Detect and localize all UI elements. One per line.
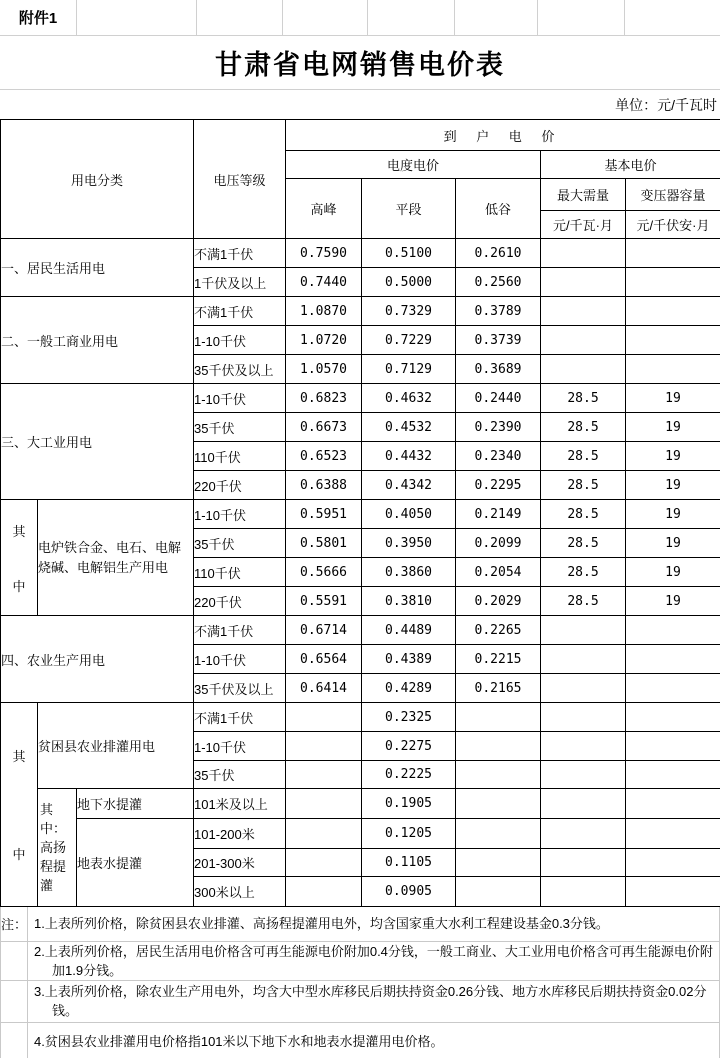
section-poverty: 贫困县农业排灌用电 (38, 703, 194, 789)
flat-cell: 0.1105 (362, 849, 456, 877)
peak-cell (286, 789, 362, 819)
capacity-cell: 19 (626, 384, 720, 413)
demand-cell (541, 326, 626, 355)
demand-cell: 28.5 (541, 384, 626, 413)
valley-cell (456, 789, 541, 819)
demand-cell: 28.5 (541, 500, 626, 529)
peak-cell (286, 761, 362, 789)
flat-cell: 0.0905 (362, 877, 456, 907)
header-max-demand-unit: 元/千瓦·月 (541, 211, 626, 239)
side-char: 其 (12, 523, 26, 539)
valley-cell: 0.2099 (456, 529, 541, 558)
header-peak: 高峰 (286, 179, 362, 239)
notes-label-empty (1, 1022, 28, 1058)
header-to-user-price: 到 户 电 价 (286, 120, 720, 151)
peak-cell: 1.0720 (286, 326, 362, 355)
flat-cell: 0.4532 (362, 413, 456, 442)
valley-cell: 0.2340 (456, 442, 541, 471)
flat-cell: 0.7129 (362, 355, 456, 384)
valley-cell: 0.2265 (456, 616, 541, 645)
capacity-cell (626, 616, 720, 645)
valley-cell: 0.2560 (456, 268, 541, 297)
flat-cell: 0.4289 (362, 674, 456, 703)
peak-cell: 1.0570 (286, 355, 362, 384)
empty-grid-cell (538, 0, 625, 35)
flat-cell: 0.4050 (362, 500, 456, 529)
note-text: 3.上表所列价格，除农业生产用电外，均含大中型水库移民后期扶持资金0.26分钱、地方水库移民后期扶持资金0.02分钱。 (34, 984, 707, 1018)
peak-cell (286, 703, 362, 732)
flat-cell: 0.4389 (362, 645, 456, 674)
voltage-cell: 35千伏 (194, 529, 286, 558)
header-flat: 平段 (362, 179, 456, 239)
demand-cell (541, 297, 626, 326)
section-residential: 一、居民生活用电 (1, 239, 194, 297)
capacity-cell: 19 (626, 413, 720, 442)
demand-cell (541, 877, 626, 907)
valley-cell (456, 732, 541, 761)
valley-cell: 0.2610 (456, 239, 541, 268)
demand-cell (541, 268, 626, 297)
peak-cell: 0.5951 (286, 500, 362, 529)
note-text: 4.贫困县农业排灌用电价格指101米以下地下水和地表水提灌用电价格。 (34, 1033, 444, 1049)
capacity-cell (626, 849, 720, 877)
flat-cell: 0.5000 (362, 268, 456, 297)
voltage-cell: 110千伏 (194, 442, 286, 471)
capacity-cell (626, 268, 720, 297)
voltage-cell: 201-300米 (194, 849, 286, 877)
peak-cell (286, 732, 362, 761)
voltage-cell: 1千伏及以上 (194, 268, 286, 297)
label-surface-water: 地表水提灌 (77, 819, 194, 907)
voltage-cell: 110千伏 (194, 558, 286, 587)
attachment-label: 附件1 (0, 0, 77, 35)
empty-grid-cell (197, 0, 283, 35)
demand-cell (541, 674, 626, 703)
demand-cell (541, 355, 626, 384)
valley-cell: 0.2440 (456, 384, 541, 413)
notes-label-empty (1, 941, 28, 980)
demand-cell: 28.5 (541, 529, 626, 558)
header-basic-price: 基本电价 (541, 151, 720, 179)
peak-cell: 0.6823 (286, 384, 362, 413)
flat-cell: 0.3810 (362, 587, 456, 616)
header-usage-class: 用电分类 (1, 120, 194, 239)
capacity-cell (626, 645, 720, 674)
unit-note: 单位：元/千瓦时 (615, 96, 717, 113)
section-commercial: 二、一般工商业用电 (1, 297, 194, 384)
demand-cell (541, 645, 626, 674)
voltage-cell: 220千伏 (194, 471, 286, 500)
header-valley: 低谷 (456, 179, 541, 239)
flat-cell: 0.2225 (362, 761, 456, 789)
flat-cell: 0.2325 (362, 703, 456, 732)
capacity-cell (626, 355, 720, 384)
empty-grid-cell (368, 0, 455, 35)
header-max-demand: 最大需量 (541, 179, 626, 211)
valley-cell: 0.2054 (456, 558, 541, 587)
peak-cell: 0.5591 (286, 587, 362, 616)
capacity-cell: 19 (626, 500, 720, 529)
capacity-cell (626, 789, 720, 819)
flat-cell: 0.1905 (362, 789, 456, 819)
header-voltage-level: 电压等级 (194, 120, 286, 239)
note-text: 2.上表所列价格，居民生活用电价格含可再生能源电价附加0.4分钱，一般工商业、大工业用电价格含可再生能源电价附加1.9分钱。 (34, 943, 713, 978)
demand-cell: 28.5 (541, 558, 626, 587)
capacity-cell: 19 (626, 442, 720, 471)
peak-cell: 0.7440 (286, 268, 362, 297)
header-transformer-capacity: 变压器容量 (626, 179, 720, 211)
flat-cell: 0.4342 (362, 471, 456, 500)
valley-cell (456, 819, 541, 849)
flat-cell: 0.7229 (362, 326, 456, 355)
peak-cell: 0.6673 (286, 413, 362, 442)
demand-cell (541, 789, 626, 819)
valley-cell: 0.2215 (456, 645, 541, 674)
flat-cell: 0.3860 (362, 558, 456, 587)
section-industrial: 三、大工业用电 (1, 384, 194, 500)
label-groundwater: 地下水提灌 (77, 789, 194, 819)
voltage-cell: 101-200米 (194, 819, 286, 849)
flat-cell: 0.2275 (362, 732, 456, 761)
peak-cell (286, 849, 362, 877)
valley-cell: 0.3789 (456, 297, 541, 326)
header-energy-price: 电度电价 (286, 151, 541, 179)
demand-cell (541, 849, 626, 877)
valley-cell (456, 703, 541, 732)
section-agriculture: 四、农业生产用电 (1, 616, 194, 703)
demand-cell: 28.5 (541, 442, 626, 471)
demand-cell: 28.5 (541, 413, 626, 442)
valley-cell (456, 761, 541, 789)
valley-cell: 0.2165 (456, 674, 541, 703)
side-char: 中 (12, 578, 26, 594)
voltage-cell: 不满1千伏 (194, 703, 286, 732)
voltage-cell: 35千伏及以上 (194, 674, 286, 703)
capacity-cell (626, 326, 720, 355)
capacity-cell (626, 239, 720, 268)
peak-cell (286, 877, 362, 907)
page-title: 甘肃省电网销售电价表 (0, 36, 720, 90)
note-row (28, 907, 720, 941)
voltage-cell: 不满1千伏 (194, 616, 286, 645)
voltage-cell: 1-10千伏 (194, 500, 286, 529)
capacity-cell: 19 (626, 558, 720, 587)
note-row (28, 1022, 720, 1058)
flat-cell: 0.4432 (362, 442, 456, 471)
valley-cell: 0.2295 (456, 471, 541, 500)
empty-grid-cell (77, 0, 197, 35)
demand-cell: 28.5 (541, 471, 626, 500)
peak-cell: 0.5801 (286, 529, 362, 558)
side-label-high-lift: 其中：高扬程提灌 (38, 789, 77, 907)
valley-cell (456, 849, 541, 877)
demand-cell (541, 616, 626, 645)
note-text: 1.上表所列价格，除贫困县农业排灌、高扬程提灌用电外，均含国家重大水利工程建设基金0.3分钱。 (34, 916, 609, 932)
side-char: 中 (12, 847, 26, 863)
voltage-cell: 101米及以上 (194, 789, 286, 819)
flat-cell: 0.4632 (362, 384, 456, 413)
voltage-cell: 1-10千伏 (194, 732, 286, 761)
side-label-qizhong (1, 500, 38, 616)
voltage-cell: 不满1千伏 (194, 297, 286, 326)
demand-cell (541, 761, 626, 789)
demand-cell: 28.5 (541, 587, 626, 616)
voltage-cell: 1-10千伏 (194, 384, 286, 413)
capacity-cell (626, 819, 720, 849)
voltage-cell: 1-10千伏 (194, 645, 286, 674)
flat-cell: 0.3950 (362, 529, 456, 558)
notes-table (0, 907, 720, 1058)
valley-cell: 0.2390 (456, 413, 541, 442)
peak-cell: 0.6564 (286, 645, 362, 674)
valley-cell: 0.3739 (456, 326, 541, 355)
peak-cell: 0.6523 (286, 442, 362, 471)
empty-grid-cell (455, 0, 538, 35)
capacity-cell (626, 732, 720, 761)
peak-cell: 0.6714 (286, 616, 362, 645)
note-row (28, 980, 720, 1022)
capacity-cell (626, 297, 720, 326)
demand-cell (541, 239, 626, 268)
demand-cell (541, 703, 626, 732)
section-industrial-sub: 电炉铁合金、电石、电解烧碱、电解铝生产用电 (38, 500, 194, 616)
voltage-cell: 35千伏 (194, 413, 286, 442)
peak-cell: 1.0870 (286, 297, 362, 326)
peak-cell: 0.7590 (286, 239, 362, 268)
voltage-cell: 不满1千伏 (194, 239, 286, 268)
capacity-cell: 19 (626, 587, 720, 616)
valley-cell: 0.3689 (456, 355, 541, 384)
price-table (0, 119, 720, 907)
flat-cell: 0.7329 (362, 297, 456, 326)
voltage-cell: 300米以上 (194, 877, 286, 907)
note-row (28, 941, 720, 980)
flat-cell: 0.5100 (362, 239, 456, 268)
capacity-cell: 19 (626, 529, 720, 558)
valley-cell: 0.2029 (456, 587, 541, 616)
capacity-cell (626, 703, 720, 732)
valley-cell (456, 877, 541, 907)
capacity-cell: 19 (626, 471, 720, 500)
voltage-cell: 1-10千伏 (194, 326, 286, 355)
header-transformer-unit: 元/千伏安·月 (626, 211, 720, 239)
peak-cell: 0.6414 (286, 674, 362, 703)
capacity-cell (626, 761, 720, 789)
voltage-cell: 220千伏 (194, 587, 286, 616)
peak-cell: 0.6388 (286, 471, 362, 500)
voltage-cell: 35千伏 (194, 761, 286, 789)
valley-cell: 0.2149 (456, 500, 541, 529)
flat-cell: 0.4489 (362, 616, 456, 645)
capacity-cell (626, 877, 720, 907)
top-grid-row (0, 0, 720, 36)
side-char: 其 (12, 748, 26, 764)
notes-label: 注： (1, 907, 28, 941)
side-label-qizhong (1, 703, 38, 907)
peak-cell (286, 819, 362, 849)
notes-label-empty (1, 980, 28, 1022)
demand-cell (541, 732, 626, 761)
empty-grid-cell (625, 0, 720, 35)
voltage-cell: 35千伏及以上 (194, 355, 286, 384)
demand-cell (541, 819, 626, 849)
peak-cell: 0.5666 (286, 558, 362, 587)
empty-grid-cell (283, 0, 368, 35)
capacity-cell (626, 674, 720, 703)
flat-cell: 0.1205 (362, 819, 456, 849)
